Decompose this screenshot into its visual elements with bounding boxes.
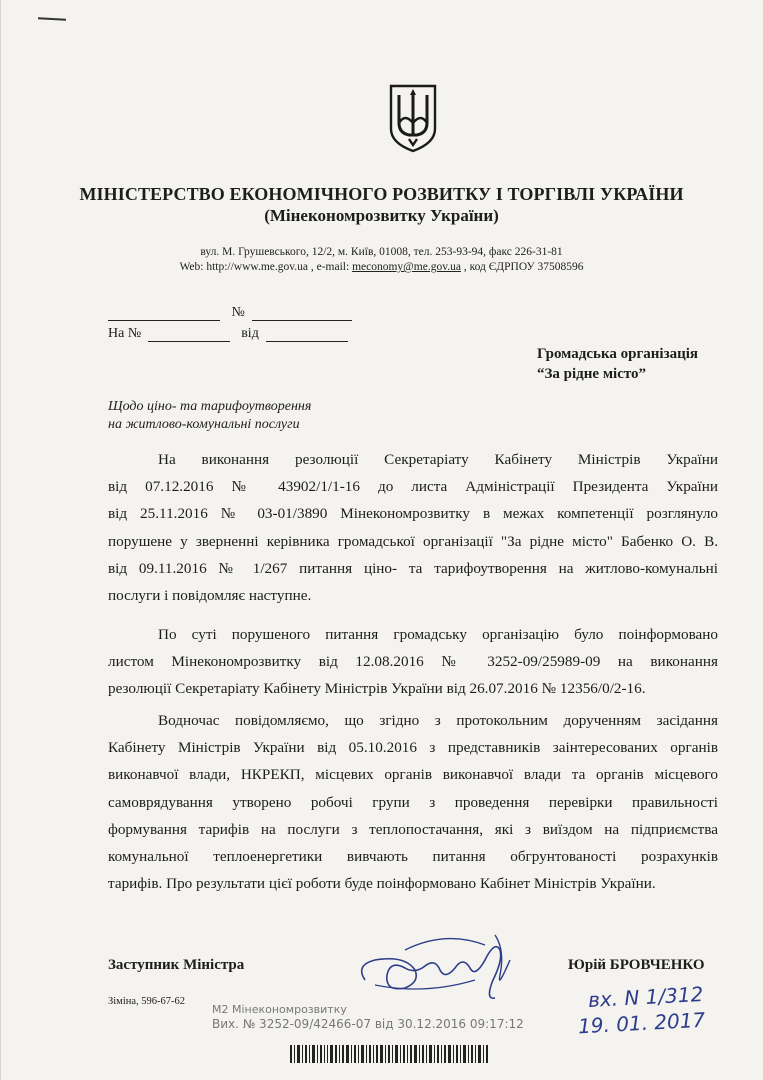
web-prefix: Web: http://www.me.gov.ua , e-mail: <box>179 261 353 273</box>
recipient-line-1: Громадська організація <box>537 346 699 362</box>
handwritten-incoming-number: вх. N 1/312 <box>587 981 704 1013</box>
p3-line: самоврядування утворено робочі групи з проведення перевірки правильності <box>108 793 718 811</box>
in-reply-number-blank <box>148 327 230 342</box>
outgoing-registration-number: Вих. № 3252-09/42466-07 від 30.12.2016 09:17:12 <box>212 1017 524 1031</box>
executor-contact: Зіміна, 596-67-62 <box>108 996 186 1007</box>
subject-line-1: Щодо ціно- та тарифоутворення <box>108 399 312 414</box>
p1-line: від 09.11.2016 № 1/267 питання ціно- та тарифоутворення на житлово-комунальні <box>108 559 718 577</box>
ministry-name: МІНІСТЕРСТВО ЕКОНОМІЧНОГО РОЗВИТКУ І ТОРГІВЛІ УКРАЇНИ <box>79 184 684 204</box>
email-link[interactable]: meconomy@me.gov.ua <box>352 261 461 273</box>
p3-line: формування тарифів на послуги з теплопостачання, які з виїздом на підприємства <box>108 820 718 838</box>
p1-line: від 07.12.2016 № 43902/1/1-16 до листа Адміністрації Президента України <box>108 478 718 496</box>
p3-line: виконавчої влади, НКРЕКП, місцевих органів виконавчої влади та органів місцевого <box>108 766 718 784</box>
trident-emblem-icon <box>387 83 439 153</box>
signer-title: Заступник Міністра <box>108 957 245 973</box>
ministry-address: вул. М. Грушевського, 12/2, м. Київ, 01008, тел. 253-93-94, факс 226-31-81 <box>200 246 563 258</box>
recipient-line-2: “За рідне місто” <box>537 366 647 382</box>
p2-line: листом Мінекономрозвитку від 12.08.2016 № 3252-09/25989-09 на виконання <box>108 653 718 671</box>
outgoing-date-blank <box>108 306 220 321</box>
body-paragraph-3 <box>108 707 718 897</box>
ministry-web-line <box>0 261 763 273</box>
p2-line: По суті порушеного питання громадську організацію було поінформовано <box>158 626 718 643</box>
in-reply-date-blank <box>266 327 348 342</box>
outgoing-number-field <box>108 305 352 321</box>
p3-line: Водночас повідомляємо, що згідно з протокольним дорученням засідання <box>158 712 718 729</box>
in-reply-field <box>108 326 348 342</box>
in-reply-label: На № <box>108 326 142 341</box>
handwritten-signature <box>345 920 525 1015</box>
outgoing-number-blank <box>252 306 352 321</box>
registration-stamp-org: М2 Мінекономрозвитку <box>212 1003 347 1016</box>
p3-line: комунальної теплоенергетики вивчають питання обгрунтованості розрахунків <box>108 848 718 866</box>
p1-line: послуги і повідомляє наступне. <box>108 587 312 605</box>
signer-name: Юрій БРОВЧЕНКО <box>568 957 705 973</box>
p1-line: від 25.11.2016 № 03-01/3890 Мінекономрозвитку в межах компетенції розглянуло <box>108 505 718 523</box>
web-suffix: , код ЄДРПОУ 37508596 <box>460 261 584 273</box>
body-paragraph-2 <box>108 621 718 703</box>
handwritten-incoming-date: 19. 01. 2017 <box>577 1007 706 1039</box>
ministry-short-name: (Мінекономрозвитку України) <box>264 206 499 225</box>
p2-line: резолюції Секретаріату Кабінету Міністрів України від 26.07.2016 № 12356/0/2-16. <box>108 680 646 698</box>
barcode-icon <box>290 1045 490 1063</box>
p1-line: порушене у зверненні керівника громадської організації "За рідне місто" Бабенко О. В. <box>108 532 718 550</box>
date-label: від <box>241 326 259 341</box>
p3-line: Кабінету Міністрів України від 05.10.2016 з представників заінтересованих органів <box>108 739 718 757</box>
body-paragraph-1 <box>108 446 718 609</box>
p1-line: На виконання резолюції Секретаріату Кабінету Міністрів України <box>158 451 718 468</box>
subject-line-2: на житлово-комунальні послуги <box>108 417 300 432</box>
number-sign: № <box>231 305 245 320</box>
p3-line: тарифів. Про результати цієї роботи буде поінформовано Кабінет Міністрів України. <box>108 875 656 893</box>
